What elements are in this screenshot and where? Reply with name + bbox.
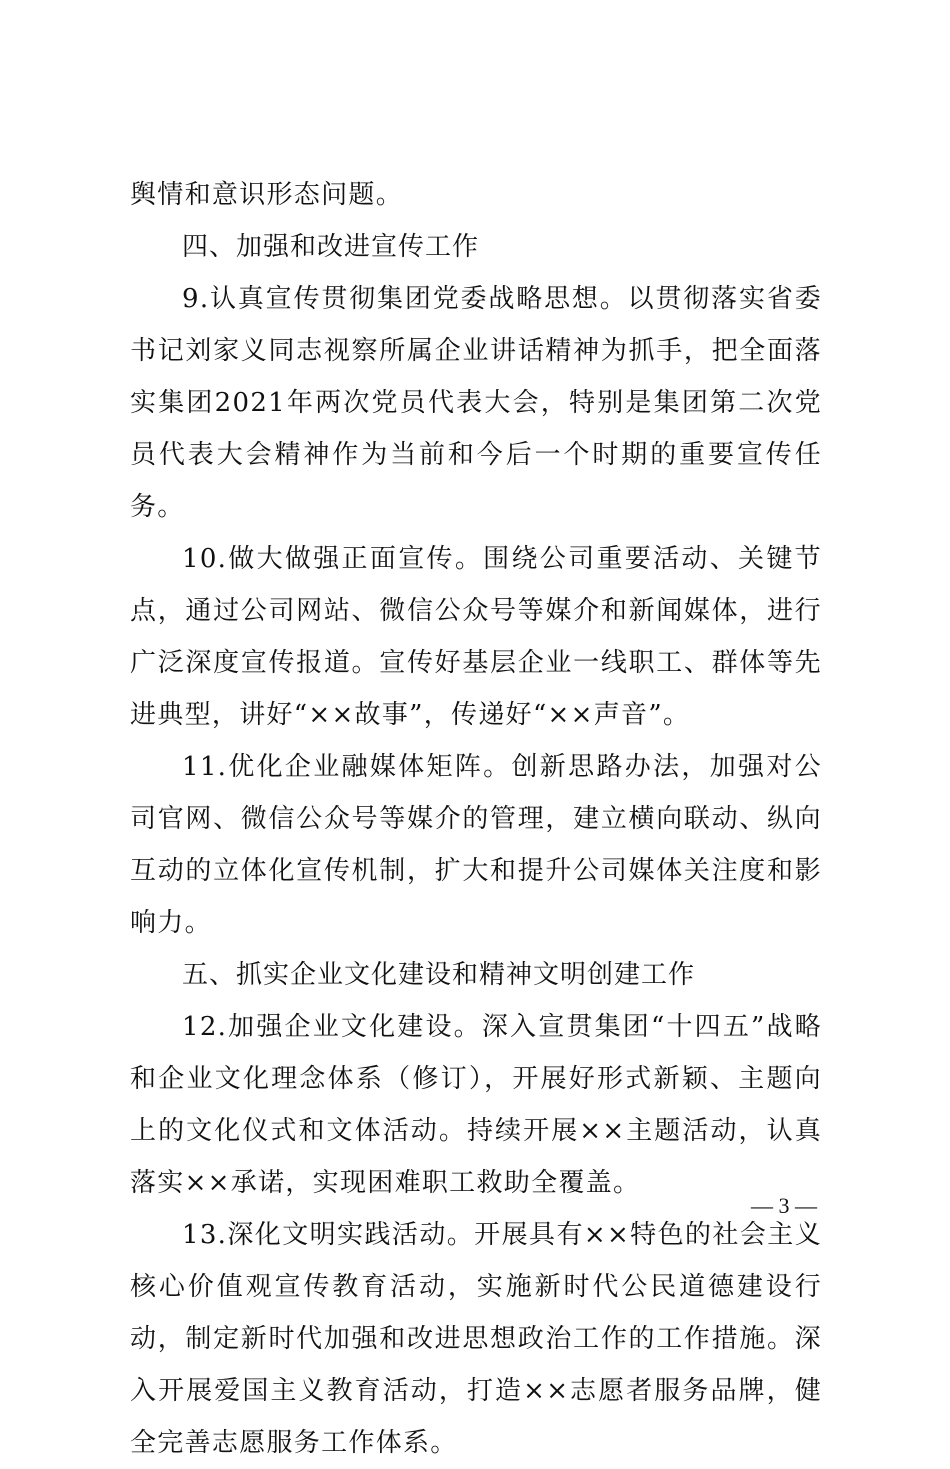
paragraph-item-9: 9.认真宣传贯彻集团党委战略思想。以贯彻落实省委书记刘家义同志视察所属企业讲话精神为抓手，把全面落实集团2021年两次党员代表大会，特别是集团第二次党员代表大会精神作为当前和今后一个时期的重要宣传任务。 [130, 284, 822, 522]
document-body [130, 169, 822, 1469]
paragraph-item-12: 12.加强企业文化建设。深入宣贯集团“十四五”战略和企业文化理念体系（修订），开展好形式新颖、主题向上的文化仪式和文体活动。持续开展××主题活动，认真落实××承诺，实现困难职工救助全覆盖。 [130, 1012, 822, 1198]
paragraph-continuation: 舆情和意识形态问题。 [130, 180, 404, 210]
paragraph-item-10: 10.做大做强正面宣传。围绕公司重要活动、关键节点，通过公司网站、微信公众号等媒介和新闻媒体，进行广泛深度宣传报道。宣传好基层企业一线职工、群体等先进典型，讲好“××故事”，传递好“××声音”。 [130, 544, 822, 730]
page-number: — 3 — [751, 1193, 817, 1218]
section-heading-4: 四、加强和改进宣传工作 [182, 232, 480, 262]
section-heading-5: 五、抓实企业文化建设和精神文明创建工作 [182, 960, 696, 990]
paragraph-item-11: 11.优化企业融媒体矩阵。创新思路办法，加强对公司官网、微信公众号等媒介的管理，建立横向联动、纵向互动的立体化宣传机制，扩大和提升公司媒体关注度和影响力。 [130, 752, 822, 938]
paragraph-item-13: 13.深化文明实践活动。开展具有××特色的社会主义核心价值观宣传教育活动，实施新时代公民道德建设行动，制定新时代加强和改进思想政治工作的工作措施。深入开展爱国主义教育活动，打造××志愿者服务品牌，健全完善志愿服务工作体系。 [130, 1220, 822, 1458]
